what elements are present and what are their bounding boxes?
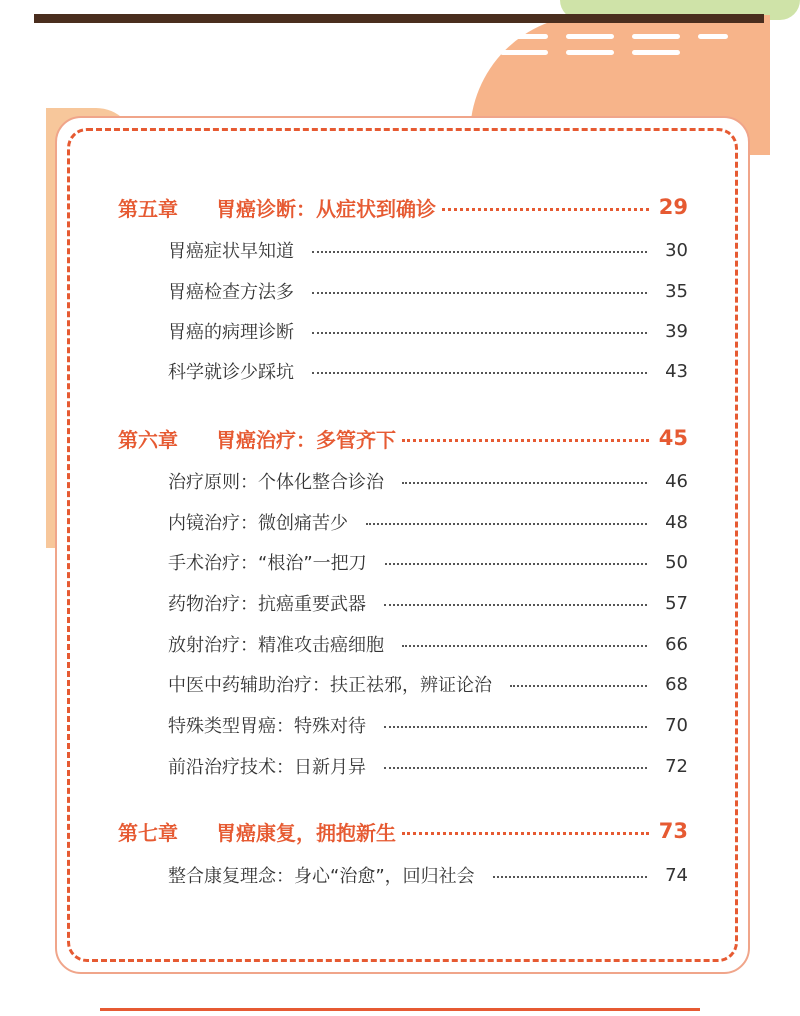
dash-decoration: [566, 50, 614, 55]
chapter-title: 胃癌治疗：多管齐下: [216, 427, 396, 452]
leader-dots: [312, 332, 647, 334]
entry-title: 胃癌症状早知道: [168, 241, 294, 262]
entry-page: 66: [665, 633, 688, 655]
chapter-number: 第六章: [118, 427, 178, 452]
chapter-heading[interactable]: [118, 816, 688, 846]
entry-title: 特殊类型胃癌：特殊对待: [168, 716, 366, 737]
toc-entry[interactable]: [168, 508, 688, 536]
toc-entry[interactable]: [168, 630, 688, 658]
entry-title: 放射治疗：精准攻击癌细胞: [168, 635, 384, 656]
leader-dots: [402, 832, 649, 835]
chapter-heading[interactable]: [118, 192, 688, 222]
entry-page: 68: [665, 673, 688, 695]
toc-entry[interactable]: [168, 277, 688, 305]
chapter-heading[interactable]: [118, 423, 688, 453]
top-bar: [34, 14, 764, 23]
entry-page: 72: [665, 755, 688, 777]
leader-dots: [493, 876, 647, 878]
leader-dots: [402, 482, 647, 484]
dash-decoration: [698, 34, 728, 39]
leader-dots: [402, 439, 649, 442]
dash-decoration: [632, 50, 680, 55]
leader-dots: [384, 767, 647, 769]
toc-entry[interactable]: [168, 752, 688, 780]
chapter-page: 73: [658, 819, 688, 843]
entry-page: 70: [665, 714, 688, 736]
entry-page: 48: [665, 511, 688, 533]
leader-dots: [384, 604, 647, 606]
entry-title: 手术治疗：“根治”一把刀: [168, 553, 367, 574]
leader-dots: [312, 372, 647, 374]
entry-title: 药物治疗：抗癌重要武器: [168, 594, 366, 615]
chapter-title: 胃癌康复，拥抱新生: [216, 820, 396, 845]
leader-dots: [366, 523, 647, 525]
entry-page: 39: [665, 320, 688, 342]
bottom-rule: [100, 1008, 700, 1011]
dash-decoration: [632, 34, 680, 39]
toc-entry[interactable]: [168, 467, 688, 495]
dash-decoration: [566, 34, 614, 39]
entry-title: 科学就诊少踩坑: [168, 362, 294, 383]
chapter-number: 第五章: [118, 196, 178, 221]
toc-entry[interactable]: [168, 670, 688, 698]
entry-page: 46: [665, 470, 688, 492]
toc-entry[interactable]: [168, 548, 688, 576]
entry-page: 43: [665, 360, 688, 382]
dash-decoration: [500, 50, 548, 55]
entry-page: 50: [665, 551, 688, 573]
toc-entry[interactable]: [168, 357, 688, 385]
chapter-title: 胃癌诊断：从症状到确诊: [216, 196, 436, 221]
toc-entry[interactable]: [168, 317, 688, 345]
leader-dots: [384, 726, 647, 728]
leader-dots: [442, 208, 649, 211]
entry-page: 35: [665, 280, 688, 302]
leader-dots: [312, 251, 647, 253]
entry-title: 内镜治疗：微创痛苦少: [168, 513, 348, 534]
toc-entry[interactable]: [168, 589, 688, 617]
chapter-number: 第七章: [118, 820, 178, 845]
leader-dots: [510, 685, 647, 687]
entry-title: 治疗原则：个体化整合诊治: [168, 472, 384, 493]
entry-title: 胃癌的病理诊断: [168, 322, 294, 343]
entry-title: 整合康复理念：身心“治愈”，回归社会: [168, 866, 475, 887]
leader-dots: [402, 645, 647, 647]
entry-title: 中医中药辅助治疗：扶正祛邪，辨证论治: [168, 675, 492, 696]
entry-page: 57: [665, 592, 688, 614]
toc-entry[interactable]: [168, 236, 688, 264]
entry-page: 74: [665, 864, 688, 886]
entry-title: 前沿治疗技术：日新月异: [168, 757, 366, 778]
entry-page: 30: [665, 239, 688, 261]
chapter-page: 45: [658, 426, 688, 450]
toc-entry[interactable]: [168, 861, 688, 889]
leader-dots: [385, 563, 647, 565]
dash-decoration: [500, 34, 548, 39]
entry-title: 胃癌检查方法多: [168, 282, 294, 303]
leader-dots: [312, 292, 647, 294]
toc-entry[interactable]: [168, 711, 688, 739]
chapter-page: 29: [658, 195, 688, 219]
